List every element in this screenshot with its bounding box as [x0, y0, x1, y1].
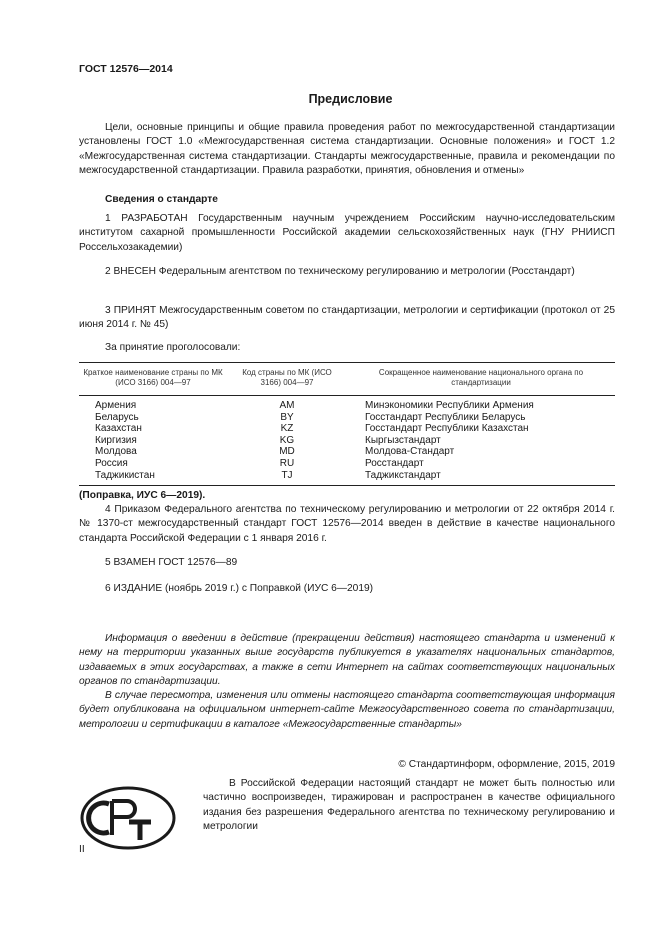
table-cell-country: Беларусь [95, 411, 139, 423]
table-cell-authority: Таджикстандарт [347, 470, 615, 486]
table-header-code: Код страны по МК (ИСО 3166) 004—97 [227, 363, 347, 396]
item-adopted-text: 3 ПРИНЯТ Межгосударственным советом по стандартизации, метрологии и сертификации (протокол от 25 июня 2014 г. № 45) [79, 305, 615, 331]
item-introduced-text: 2 ВНЕСЕН Федеральным агентством по техническому регулированию и метрологии (Росстандарт) [105, 266, 575, 277]
document-code: ГОСТ 12576—2014 [79, 63, 173, 75]
item-edition [79, 582, 615, 596]
table-header-row [79, 363, 615, 396]
item-developed-text: 1 РАЗРАБОТАН Государственным научным учреждением Российским научно-исследовательским институтом сахарной промышленности Российской академии сельскохозяйственных наук (ГНУ РНИИСП Россельхозакадемии) [79, 213, 615, 253]
voted-caption-text: За принятие проголосовали: [105, 342, 241, 353]
item-introduced [79, 265, 615, 279]
intro-paragraph [79, 121, 615, 179]
info-heading-text: Сведения о стандарте [105, 194, 218, 205]
table-cell-authority: Молдова-Стандарт [365, 446, 455, 458]
table-cell-authority: Госстандарт Республики Казахстан [365, 423, 529, 435]
table-cell-code: MD [279, 446, 295, 458]
note-info-text: Информация о введении в действие (прекращении действия) настоящего стандарта и изменений к нему на территории указанных выше государств публикуется в указателях национальных стандартов, издаваемых в этих государствах, а также в сети Интернет на сайтах соответствующих национальных органов по стандартизации. [79, 633, 615, 688]
table-row [79, 446, 615, 458]
item-enacted-text: 4 Приказом Федерального агентства по техническому регулированию и метрологии от 22 октября 2014 г. № 1370-ст межгосударственный стандарт ГОСТ 12576—2014 введен в действие в качестве национального стандарта Российской Федерации с 1 января 2016 г. [79, 504, 615, 544]
table-cell-code: BY [280, 411, 294, 423]
amendment-note: (Поправка, ИУС 6—2019). [79, 490, 206, 501]
note-revision [79, 689, 615, 732]
note-revision-text: В случае пересмотра, изменения или отмены настоящего стандарта соответствующая информация будет опубликована на официальном интернет-сайте Межгосударственного совета по стандартизации, метрологии и сертификации в каталоге «Межгосударственные стандарты» [79, 690, 615, 730]
table-row [79, 423, 615, 435]
table-row [79, 396, 615, 412]
voting-table [79, 362, 615, 486]
table-cell-code: KZ [280, 423, 294, 435]
table-cell-authority: Росстандарт [365, 457, 424, 469]
reproduction-notice-text: В Российской Федерации настоящий стандарт не может быть полностью или частично воспроизведен, тиражирован и распространен в качестве официального издания без разрешения Федерального агентства по техническому регулированию и метрологии [203, 778, 615, 833]
table-cell-code: AM [279, 400, 295, 411]
table-row [79, 435, 615, 447]
table-cell-authority: Минэкономики Республики Армения [365, 400, 534, 411]
table-cell-code: KG [279, 434, 295, 446]
table-cell-country: Киргизия [95, 434, 137, 446]
item-replaces-text: 5 ВЗАМЕН ГОСТ 12576—89 [105, 557, 238, 568]
item-adopted [79, 304, 615, 333]
table-cell-code: RU [279, 457, 295, 469]
table-cell-authority: Кыргызстандарт [365, 434, 441, 446]
table-row [79, 470, 615, 486]
table-cell-country: Армения [95, 400, 137, 411]
table-cell-country: Молдова [95, 446, 137, 458]
voted-caption [79, 341, 615, 355]
copyright-line: © Стандартинформ, оформление, 2015, 2019 [398, 759, 615, 770]
intro-text: Цели, основные принципы и общие правила проведения работ по межгосударственной стандартизации установлены ГОСТ 1.0 «Межгосударственная система стандартизации. Основные положения» и ГОСТ 1.2 «Межгосударственная система стандартизации. Стандарты межгосударственные, правила и рекомендации по межгосударственной стандартизации. Правила разработки, принятия, обновления и отмены» [79, 122, 615, 177]
rst-certification-mark-icon [79, 784, 177, 852]
table-cell-country: Таджикистан [79, 470, 227, 486]
table-cell-code: TJ [227, 470, 347, 486]
item-developed [79, 212, 615, 255]
table-cell-authority: Госстандарт Республики Беларусь [365, 411, 526, 423]
table-cell-country: Россия [95, 457, 128, 469]
page-title: Предисловие [308, 92, 393, 106]
note-info [79, 632, 615, 690]
table-row [79, 458, 615, 470]
info-heading [79, 193, 615, 207]
table-row [79, 412, 615, 424]
reproduction-notice [203, 777, 615, 835]
item-replaces [79, 556, 615, 570]
table-header-country: Краткое наименование страны по МК (ИСО 3166) 004—97 [79, 363, 227, 396]
item-edition-text: 6 ИЗДАНИЕ (ноябрь 2019 г.) с Поправкой (ИУС 6—2019) [105, 583, 374, 594]
table-cell-country: Казахстан [95, 423, 142, 435]
table-header-authority: Сокращенное наименование национального органа по стандартизации [347, 363, 615, 396]
item-enacted [79, 503, 615, 546]
page-number: II [79, 844, 85, 855]
